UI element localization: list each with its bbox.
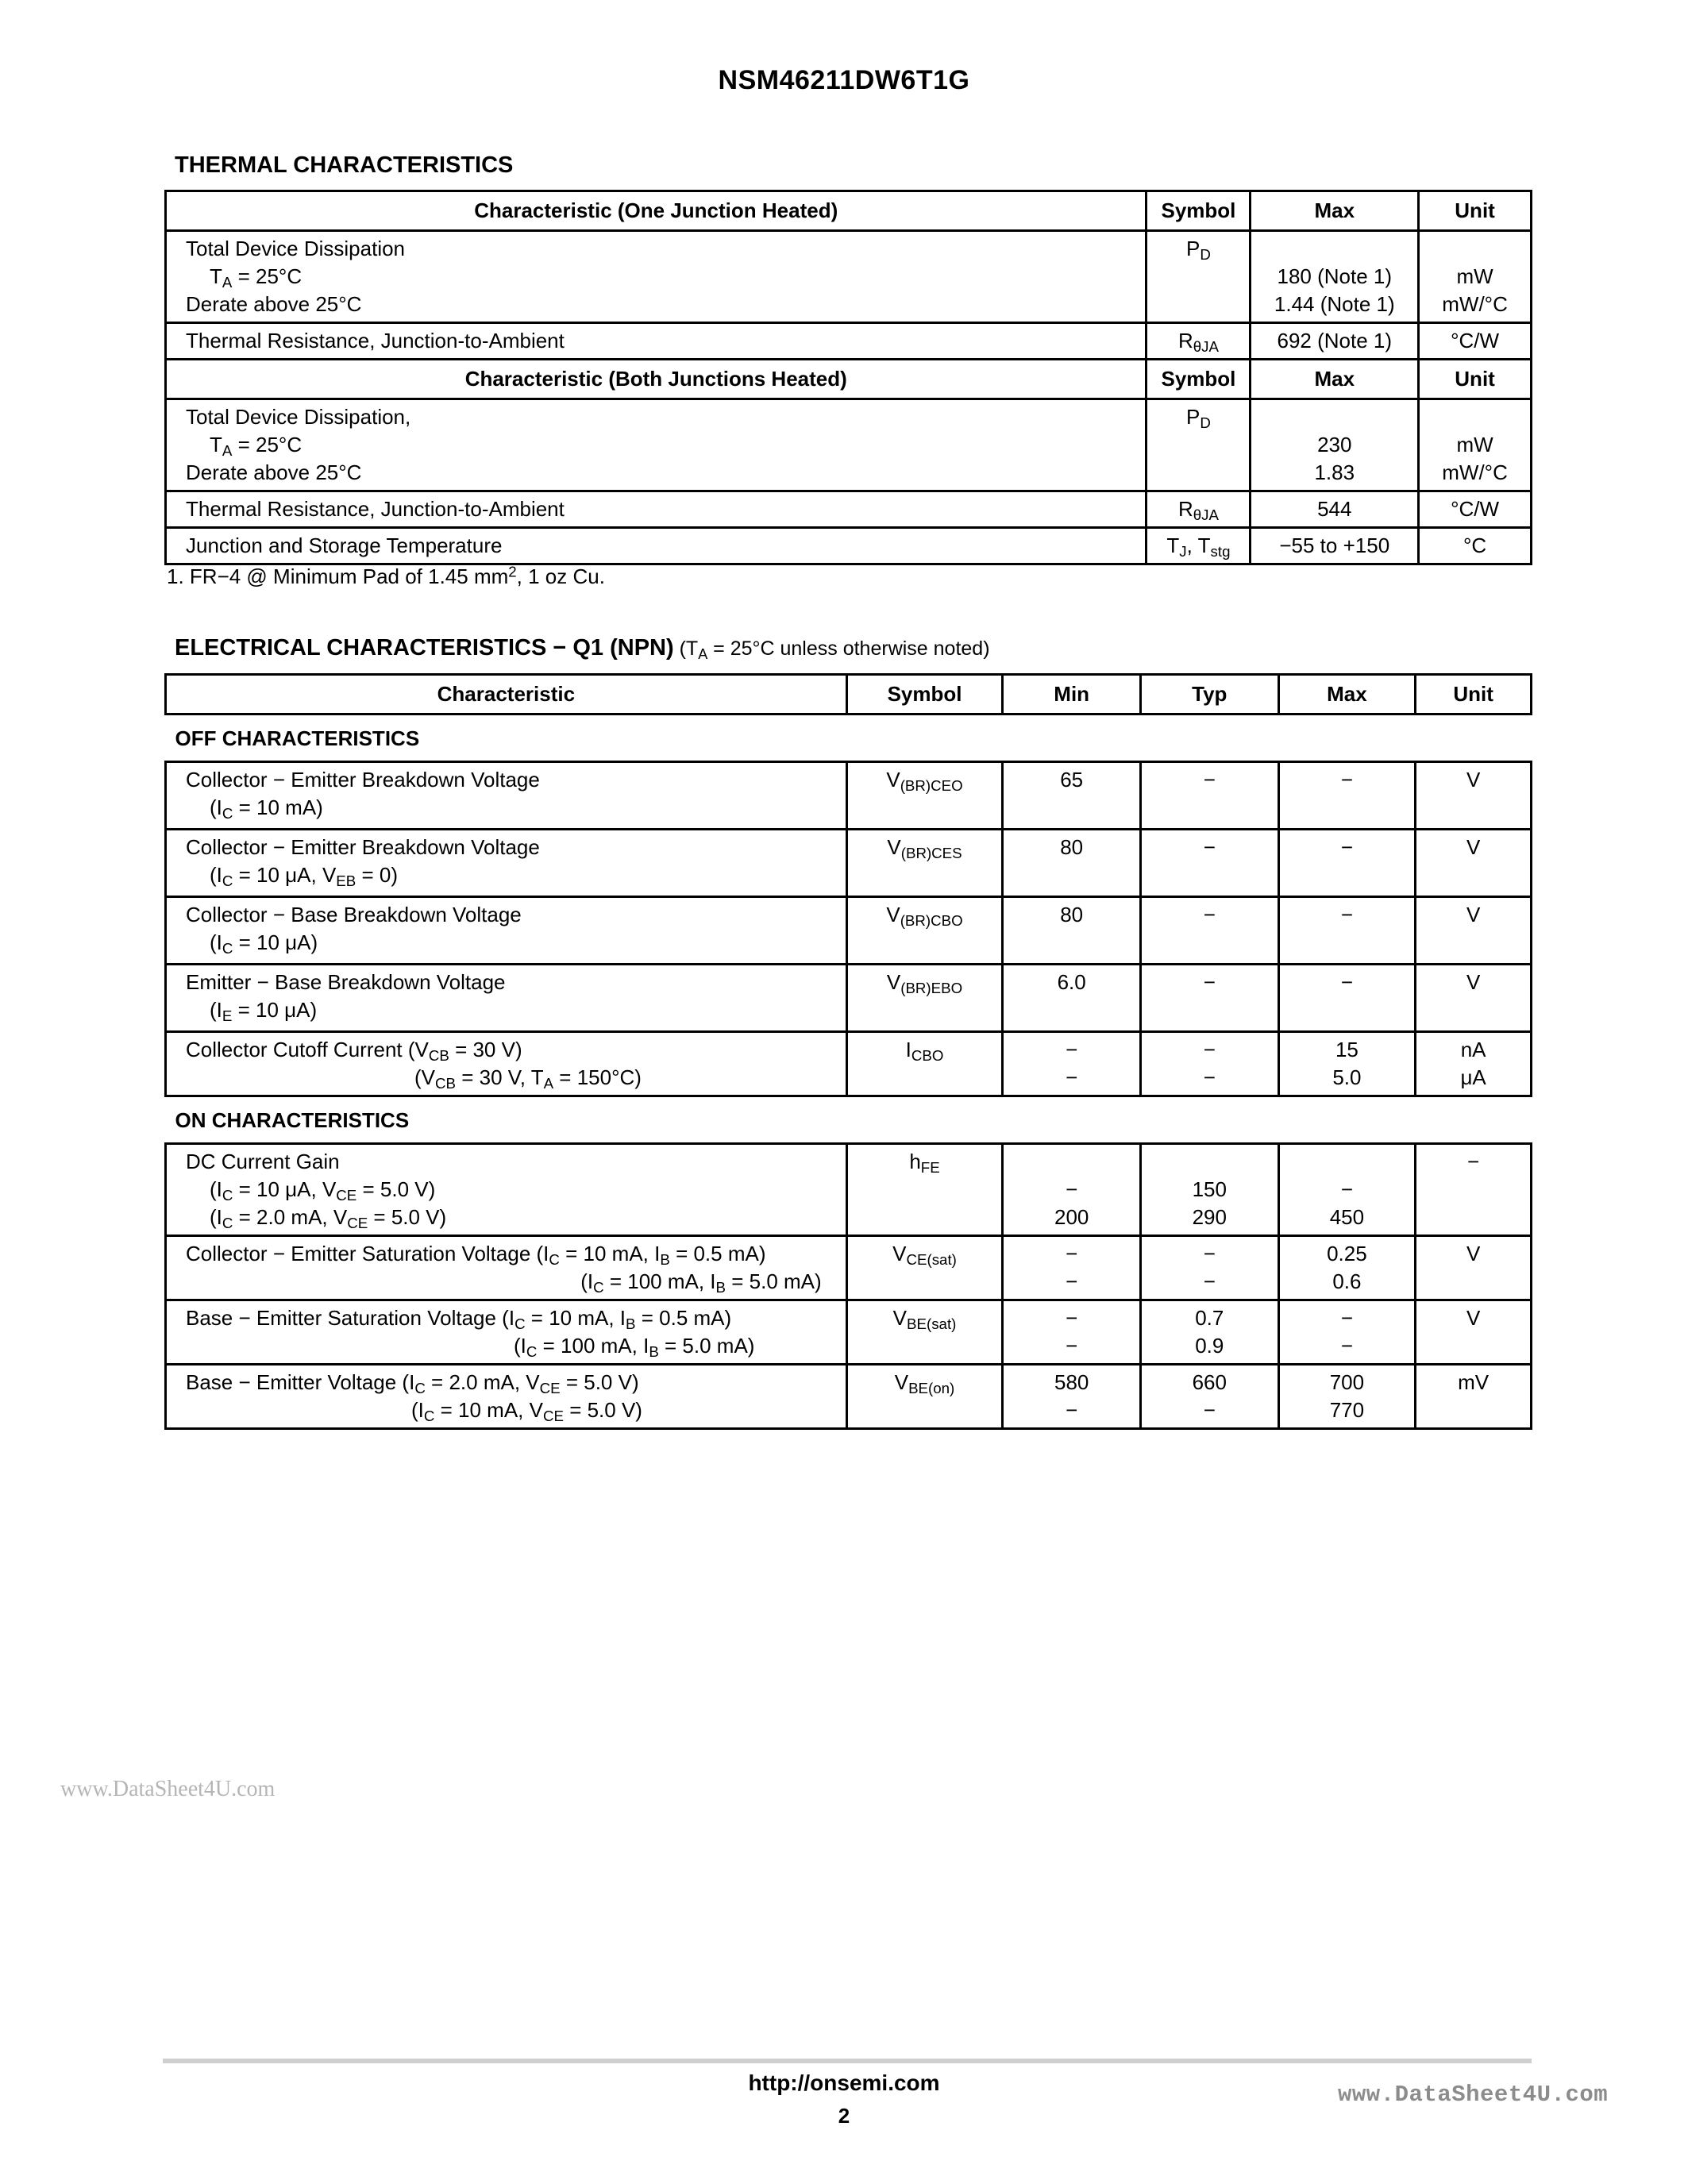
table-row — [166, 1144, 1532, 1236]
min-cell: 80 — [1003, 897, 1141, 965]
characteristic-label: Thermal Resistance, Junction-to-Ambient — [166, 323, 1147, 360]
max-cell: 230 1.83 — [1251, 399, 1419, 491]
symbol-cell: $h_{FE}$ — [846, 1144, 1003, 1236]
unit-cell: V — [1416, 830, 1532, 897]
table-row — [166, 830, 1532, 897]
footer-url-link[interactable]: http://onsemi.com — [748, 2070, 940, 2095]
table-row — [166, 528, 1532, 564]
electrical-header-row — [166, 675, 1532, 715]
max-cell: −55 to +150 — [1251, 528, 1419, 564]
symbol-cell: $R_{\theta JA}$ — [1147, 491, 1251, 528]
page-number: 2 — [838, 2104, 850, 2128]
characteristic-cell: Collector − Emitter Breakdown Voltage ($I_C = 10$ mA) — [166, 762, 847, 830]
symbol-cell: $P_D$ — [1147, 231, 1251, 323]
unit-cell: °C — [1419, 528, 1532, 564]
table-row — [166, 1032, 1532, 1096]
min-cell: − − — [1003, 1032, 1141, 1096]
typ-cell: 0.7 0.9 — [1140, 1300, 1278, 1365]
table-row — [166, 491, 1532, 528]
characteristic-cell: DC Current Gain ($I_C = 10$ μA, $V_{CE} = 5.0$ V) ($I_C = 2.0$ mA, $V_{CE} = 5.0$ V) — [166, 1144, 847, 1236]
max-cell: − − — [1278, 1300, 1416, 1365]
symbol-cell: $R_{\theta JA}$ — [1147, 323, 1251, 360]
symbol-cell: $V_{BE(sat)}$ — [846, 1300, 1003, 1365]
thermal-both-junctions-header-row — [166, 360, 1532, 399]
condition-text: Derate above 25°C — [186, 460, 362, 484]
min-cell: 6.0 — [1003, 965, 1141, 1032]
unit-cell: V — [1416, 1300, 1532, 1365]
column-header-max: Max — [1278, 675, 1416, 715]
unit-cell: nA μA — [1416, 1032, 1532, 1096]
column-header-min: Min — [1003, 675, 1141, 715]
condition-text: Derate above 25°C — [186, 292, 362, 316]
table-row — [166, 762, 1532, 830]
max-cell: − — [1278, 897, 1416, 965]
symbol-cell: $V_{(BR)CES}$ — [846, 830, 1003, 897]
max-cell: 544 — [1251, 491, 1419, 528]
characteristic-cell: Collector − Base Breakdown Voltage ($I_C = 10$ μA) — [166, 897, 847, 965]
table-row — [166, 1236, 1532, 1300]
typ-cell: − — [1140, 897, 1278, 965]
typ-cell: − — [1140, 965, 1278, 1032]
typ-cell: − — [1140, 830, 1278, 897]
column-header-typ: Typ — [1140, 675, 1278, 715]
condition-text: $T_A = 25^\circ C$ — [210, 433, 303, 460]
max-cell: − — [1278, 762, 1416, 830]
column-header-characteristic: Characteristic (Both Junctions Heated) — [166, 360, 1147, 399]
min-cell: 80 — [1003, 830, 1141, 897]
table-row — [166, 965, 1532, 1032]
table-row — [166, 399, 1532, 491]
column-header-unit: Unit — [1419, 360, 1532, 399]
characteristic-cell: Emitter − Base Breakdown Voltage ($I_E = 10$ μA) — [166, 965, 847, 1032]
unit-cell: V — [1416, 965, 1532, 1032]
column-header-max: Max — [1251, 360, 1419, 399]
min-cell: − − — [1003, 1236, 1141, 1300]
symbol-cell: $P_D$ — [1147, 399, 1251, 491]
unit-cell: V — [1416, 1236, 1532, 1300]
footer-divider — [163, 2059, 1532, 2063]
unit-cell: °C/W — [1419, 323, 1532, 360]
characteristic-cell — [166, 231, 1147, 323]
thermal-section-title: THERMAL CHARACTERISTICS — [175, 152, 514, 178]
symbol-cell: $V_{BE(on)}$ — [846, 1365, 1003, 1429]
max-cell: 0.25 0.6 — [1278, 1236, 1416, 1300]
typ-cell: − − — [1140, 1032, 1278, 1096]
column-header-unit: Unit — [1416, 675, 1532, 715]
unit-cell: mW mW/°C — [1419, 231, 1532, 323]
unit-cell: V — [1416, 897, 1532, 965]
table-row — [166, 897, 1532, 965]
off-characteristics-heading: OFF CHARACTERISTICS — [166, 715, 1532, 762]
max-cell: − 450 — [1278, 1144, 1416, 1236]
footer-watermark-link[interactable]: www.DataSheet4U.com — [1338, 2082, 1609, 2108]
thermal-one-junction-header-row — [166, 191, 1532, 231]
thermal-footnote: 1. FR−4 @ Minimum Pad of 1.45 $mm^2$, 1 oz Cu. — [167, 563, 605, 588]
symbol-cell: $I_{CBO}$ — [846, 1032, 1003, 1096]
typ-cell: 660 − — [1140, 1365, 1278, 1429]
characteristic-cell: Base − Emitter Saturation Voltage ($I_C = 10$ mA, $I_B = 0.5$ mA) ($I_C = 100$ mA, $I_B = 5.0$ mA) — [166, 1300, 847, 1365]
on-characteristics-heading-row — [166, 1096, 1532, 1144]
column-header-symbol: Symbol — [1147, 360, 1251, 399]
electrical-section-title: ELECTRICAL CHARACTERISTICS − Q1 (NPN) ($T_A = 25^\circ C$ unless otherwise noted) — [175, 635, 990, 663]
max-cell: 180 (Note 1) 1.44 (Note 1) — [1251, 231, 1419, 323]
typ-cell: 150 290 — [1140, 1144, 1278, 1236]
characteristic-cell: Collector − Emitter Breakdown Voltage ($I_C = 10$ μA, $V_{EB} = 0$) — [166, 830, 847, 897]
characteristic-cell: Collector Cutoff Current ($V_{CB} = 30$ V) ($V_{CB} = 30$ V, $T_A = 150^\circ C$) — [166, 1032, 847, 1096]
electrical-table — [164, 673, 1532, 1430]
characteristic-label: Junction and Storage Temperature — [166, 528, 1147, 564]
column-header-unit: Unit — [1419, 191, 1532, 231]
min-cell: − 200 — [1003, 1144, 1141, 1236]
characteristic-cell: Collector − Emitter Saturation Voltage ($I_C = 10$ mA, $I_B = 0.5$ mA) ($I_C = 100$ mA, $I_B = 5.0$ mA) — [166, 1236, 847, 1300]
on-characteristics-heading: ON CHARACTERISTICS — [166, 1096, 1532, 1144]
min-cell: 580 − — [1003, 1365, 1141, 1429]
max-cell: 15 5.0 — [1278, 1032, 1416, 1096]
thermal-table — [164, 190, 1532, 565]
watermark-text: www.DataSheet4U.com — [60, 1777, 276, 1801]
characteristic-label: Total Device Dissipation, — [186, 405, 411, 429]
column-header-symbol: Symbol — [1147, 191, 1251, 231]
table-row — [166, 323, 1532, 360]
characteristic-cell — [166, 399, 1147, 491]
condition-text: $T_A = 25^\circ C$ — [210, 264, 303, 291]
characteristic-label: Thermal Resistance, Junction-to-Ambient — [166, 491, 1147, 528]
characteristic-cell: Base − Emitter Voltage ($I_C = 2.0$ mA, $V_{CE} = 5.0$ V) ($I_C = 10$ mA, $V_{CE} = 5.0$ V) — [166, 1365, 847, 1429]
unit-cell: °C/W — [1419, 491, 1532, 528]
table-row — [166, 1300, 1532, 1365]
min-cell: − − — [1003, 1300, 1141, 1365]
electrical-condition: ($T_A = 25^\circ C$ unless otherwise noted) — [673, 637, 990, 663]
min-cell: 65 — [1003, 762, 1141, 830]
unit-cell: mW mW/°C — [1419, 399, 1532, 491]
characteristic-label: Total Device Dissipation — [186, 237, 406, 260]
column-header-max: Max — [1251, 191, 1419, 231]
symbol-cell: $V_{(BR)CBO}$ — [846, 897, 1003, 965]
typ-cell: − − — [1140, 1236, 1278, 1300]
symbol-cell: $V_{(BR)CEO}$ — [846, 762, 1003, 830]
symbol-cell: $V_{(BR)EBO}$ — [846, 965, 1003, 1032]
document-title: NSM46211DW6T1G — [718, 65, 970, 95]
symbol-cell: $T_J$, $T_{stg}$ — [1147, 528, 1251, 564]
column-header-symbol: Symbol — [846, 675, 1003, 715]
unit-cell: V — [1416, 762, 1532, 830]
max-cell: − — [1278, 830, 1416, 897]
column-header-characteristic: Characteristic — [166, 675, 847, 715]
max-cell: 692 (Note 1) — [1251, 323, 1419, 360]
off-characteristics-heading-row — [166, 715, 1532, 762]
unit-cell: mV — [1416, 1365, 1532, 1429]
max-cell: 700 770 — [1278, 1365, 1416, 1429]
typ-cell: − — [1140, 762, 1278, 830]
unit-cell: − — [1416, 1144, 1532, 1236]
max-cell: − — [1278, 965, 1416, 1032]
symbol-cell: $V_{CE(sat)}$ — [846, 1236, 1003, 1300]
table-row — [166, 231, 1532, 323]
table-row — [166, 1365, 1532, 1429]
column-header-characteristic: Characteristic (One Junction Heated) — [166, 191, 1147, 231]
